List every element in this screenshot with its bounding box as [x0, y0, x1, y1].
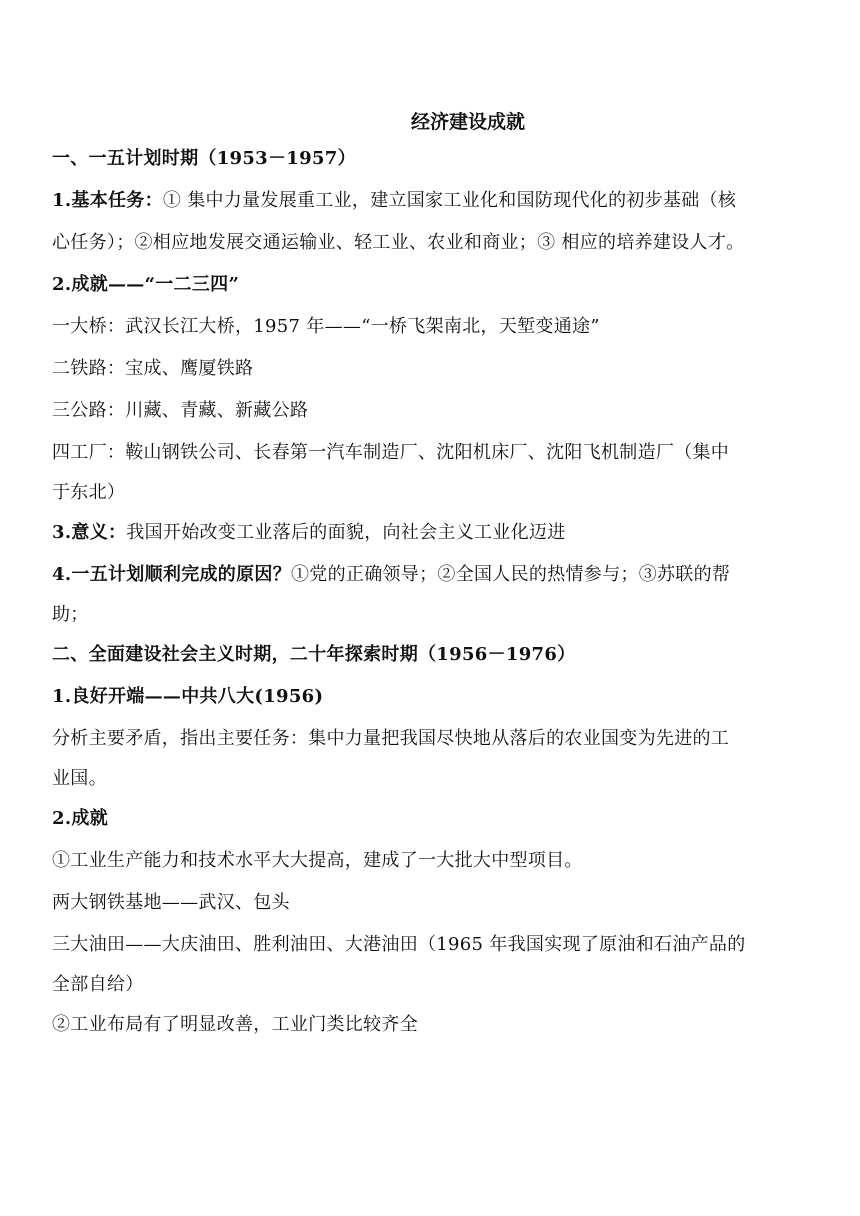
- line-label: 二、全面建设社会主义时期，二十年探索时期（1956－1976）: [52, 644, 576, 665]
- line-label: 2.成就: [52, 808, 108, 829]
- line-text: 四工厂：鞍山钢铁公司、长春第一汽车制造厂、沈阳机床厂、沈阳飞机制造厂（集中: [52, 442, 730, 463]
- paragraph-line: [52, 390, 812, 432]
- paragraph-line: [52, 1004, 812, 1046]
- paragraph-line: [52, 924, 812, 966]
- paragraph-line: [52, 840, 812, 882]
- paragraph-line: [52, 718, 812, 760]
- section-heading-2: [52, 634, 812, 676]
- paragraph-line: [52, 554, 812, 596]
- line-text: 我国开始改变工业落后的面貌，向社会主义工业化迈进: [126, 522, 566, 543]
- line-text: 于东北）: [52, 482, 126, 503]
- line-text: 助；: [52, 604, 89, 625]
- line-label: 1.基本任务：: [52, 190, 163, 211]
- paragraph-line: [52, 180, 812, 222]
- line-label: 一、一五计划时期（1953－1957）: [52, 148, 356, 169]
- paragraph-line: [52, 474, 812, 512]
- line-text: 分析主要矛盾，指出主要任务：集中力量把我国尽快地从落后的农业国变为先进的工: [52, 728, 730, 749]
- paragraph-line: [52, 596, 812, 634]
- line-label: 4.一五计划顺利完成的原因？: [52, 564, 291, 585]
- line-text: 三大油田——大庆油田、胜利油田、大港油田（1965 年我国实现了原油和石油产品的: [52, 934, 746, 955]
- paragraph-line: [52, 306, 812, 348]
- paragraph-line: [52, 432, 812, 474]
- paragraph-line: [52, 512, 812, 554]
- subsection-heading: [52, 264, 812, 306]
- paragraph-line: [52, 882, 812, 924]
- paragraph-line: [52, 348, 812, 390]
- paragraph-line: [52, 222, 812, 264]
- document-title: 经济建设成就: [410, 111, 525, 133]
- line-text: 业国。: [52, 768, 107, 789]
- line-text: 三公路：川藏、青藏、新藏公路: [52, 400, 309, 421]
- line-text: ②工业布局有了明显改善，工业门类比较齐全: [52, 1014, 418, 1035]
- subsection-heading: [52, 676, 812, 718]
- subsection-heading: [52, 798, 812, 840]
- line-text: 心任务）；②相应地发展交通运输业、轻工业、农业和商业；③ 相应的培养建设人才。: [52, 232, 745, 253]
- line-text: ①工业生产能力和技术水平大大提高，建成了一大批大中型项目。: [52, 850, 583, 871]
- paragraph-line: [52, 760, 812, 798]
- line-text: 一大桥：武汉长江大桥，1957 年——“一桥飞架南北，天堑变通途”: [52, 316, 600, 337]
- document-page: [52, 106, 812, 1046]
- line-text: 二铁路：宝成、鹰厦铁路: [52, 358, 254, 379]
- line-label: 2.成就——“一二三四”: [52, 274, 240, 295]
- section-heading-1: [52, 138, 812, 180]
- line-label: 3.意义：: [52, 522, 127, 543]
- line-text: ① 集中力量发展重工业，建立国家工业化和国防现代化的初步基础（核: [162, 190, 737, 211]
- line-text: 两大钢铁基地——武汉、包头: [52, 892, 290, 913]
- line-text: ①党的正确领导；②全国人民的热情参与；③苏联的帮: [291, 564, 731, 585]
- line-text: 全部自给）: [52, 974, 144, 995]
- paragraph-line: [52, 966, 812, 1004]
- line-label: 1.良好开端——中共八大(1956): [52, 686, 324, 707]
